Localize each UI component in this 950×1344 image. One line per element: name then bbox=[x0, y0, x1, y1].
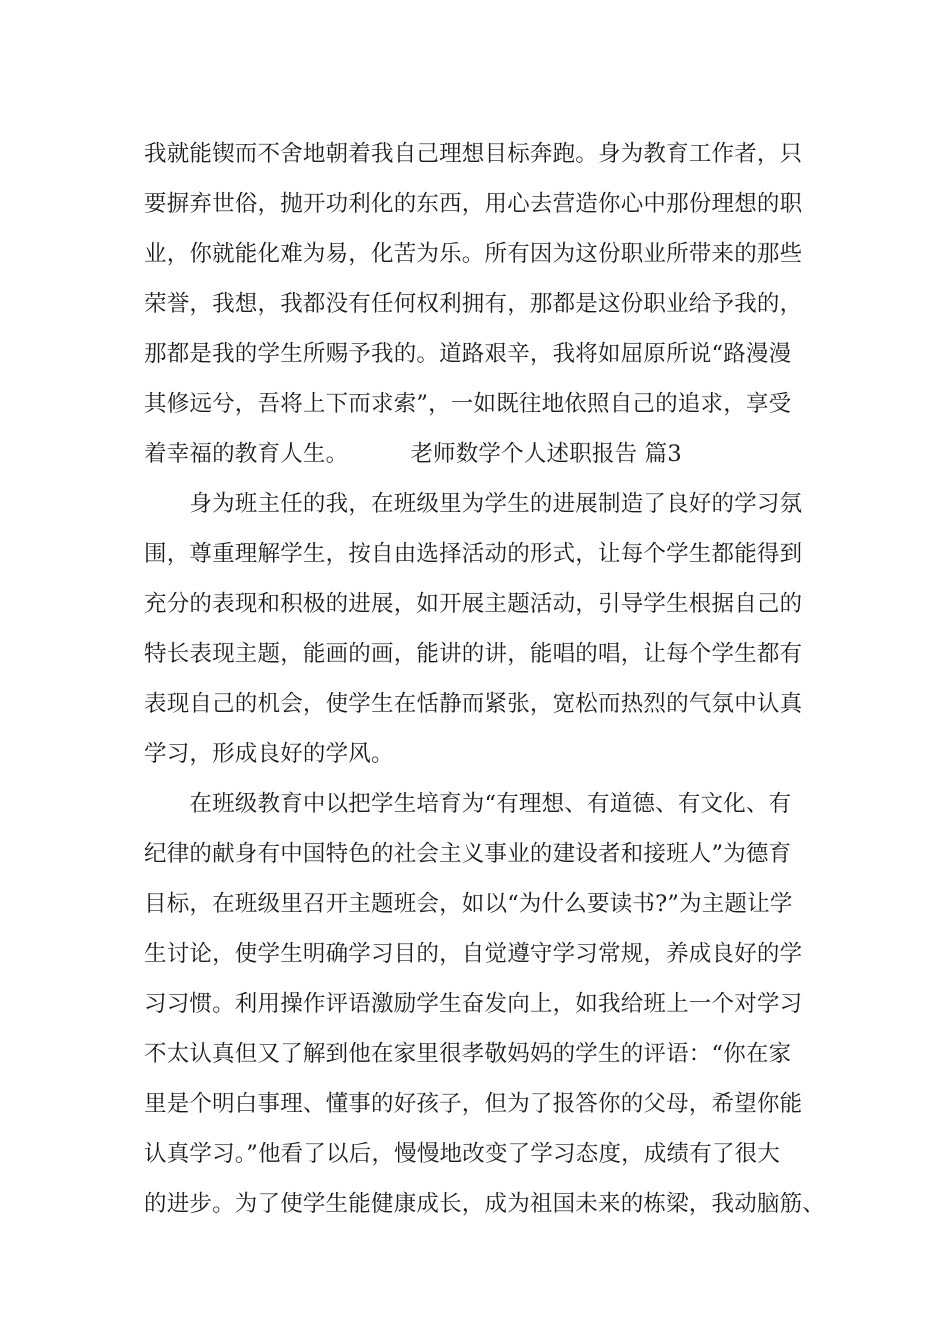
text-line: 其修远兮，吾将上下而求索”，一如既往地依照自己的追求，享受 bbox=[144, 391, 792, 417]
text-line: 特长表现主题，能画的画，能讲的讲，能唱的唱，让每个学生都有 bbox=[144, 641, 803, 667]
text-line: 着幸福的教育人生。 bbox=[144, 441, 349, 467]
text-line: 学习，形成良好的学风。 bbox=[144, 741, 394, 767]
text-line: 那都是我的学生所赐予我的。道路艰辛，我将如屈原所说“路漫漫 bbox=[144, 341, 792, 367]
text-line: 围，尊重理解学生，按自由选择活动的形式，让每个学生都能得到 bbox=[144, 541, 803, 567]
text-line: 认真学习。”他看了以后，慢慢地改变了学习态度，成绩有了很大 bbox=[144, 1141, 781, 1167]
text-line: 身为班主任的我，在班级里为学生的进展制造了良好的学习氛 bbox=[144, 491, 803, 517]
text-line: 充分的表现和积极的进展，如开展主题活动，引导学生根据自己的 bbox=[144, 591, 803, 617]
text-line: 在班级教育中以把学生培育为“有理想、有道德、有文化、有 bbox=[144, 791, 792, 817]
text-line: 表现自己的机会，使学生在恬静而紧张，宽松而热烈的气氛中认真 bbox=[144, 691, 803, 717]
text-line: 我就能锲而不舍地朝着我自己理想目标奔跑。身为教育工作者，只 bbox=[144, 141, 803, 167]
text-line: 纪律的献身有中国特色的社会主义事业的建设者和接班人”为德育 bbox=[144, 841, 792, 867]
text-line: 里是个明白事理、懂事的好孩子，但为了报答你的父母，希望你能 bbox=[144, 1091, 803, 1117]
body-text bbox=[144, 129, 834, 1229]
text-line: 荣誉，我想，我都没有任何权利拥有，那都是这份职业给予我的， bbox=[144, 291, 803, 317]
text-line: 的进步。为了使学生能健康成长，成为祖国未来的栋梁，我动脑筋、 bbox=[144, 1191, 826, 1217]
text-line: 要摒弃世俗，抛开功利化的东西，用心去营造你心中那份理想的职 bbox=[144, 191, 803, 217]
text-line: 业，你就能化难为易，化苦为乐。所有因为这份职业所带来的那些 bbox=[144, 241, 803, 267]
text-line: 不太认真但又了解到他在家里很孝敬妈妈的学生的评语：“你在家 bbox=[144, 1041, 792, 1067]
text-line: 目标，在班级里召开主题班会，如以“为什么要读书?”为主题让学 bbox=[144, 891, 793, 917]
text-line: 习习惯。利用操作评语激励学生奋发向上，如我给班上一个对学习 bbox=[144, 991, 803, 1017]
text-line: 生讨论，使学生明确学习目的，自觉遵守学习常规，养成良好的学 bbox=[144, 941, 803, 967]
text-line-with-heading bbox=[144, 429, 834, 479]
section-heading: 老师数学个人述职报告 篇3 bbox=[410, 441, 682, 467]
